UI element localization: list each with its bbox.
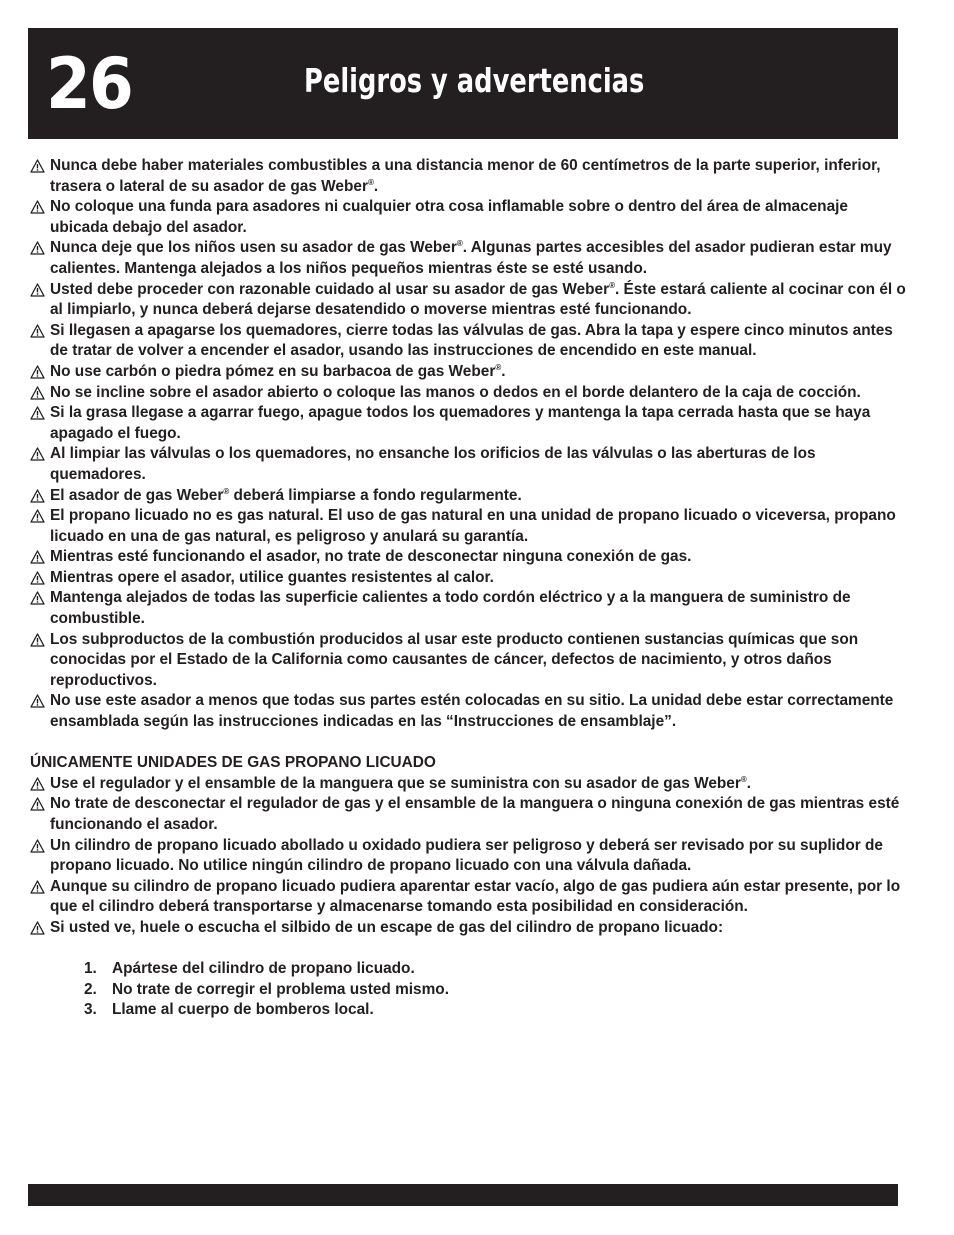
warning-triangle-icon: [30, 489, 45, 503]
warning-text: Los subproductos de la combustión producidos al usar este producto contienen sustancias químicas que son conocidas por el Estado de la California como causantes de cáncer, defectos de nacimiento, y otros daños reproductivos.: [50, 630, 859, 689]
step-number: 1.: [84, 960, 97, 978]
warning-text-continued: . Éste estará caliente al cocinar con él o al limpiarlo, y nunca deberá dejarse desatendido o moverse mientras esté funcionando.: [50, 280, 906, 319]
warning-triangle-icon: [30, 283, 45, 297]
step-text: Apártese del cilindro de propano licuado.: [112, 960, 415, 978]
registered-mark: ®: [223, 486, 230, 496]
warning-text-continued: deberá limpiarse a fondo regularmente.: [229, 486, 522, 504]
warning-item: [30, 774, 910, 795]
warning-item: [30, 794, 910, 835]
warning-item: [30, 444, 910, 485]
warning-triangle-icon: [30, 797, 45, 811]
warning-text: Nunca deje que los niños usen su asador de gas Weber: [50, 239, 457, 257]
registered-mark: ®: [609, 280, 615, 290]
warning-text: No use carbón o piedra pómez en su barbacoa de gas Weber: [50, 362, 496, 380]
warning-triangle-icon: [30, 591, 45, 605]
page-header: [28, 28, 898, 139]
warning-text: Al limpiar las válvulas o los quemadores, no ensanche los orificios de las válvulas o las aberturas de los quemadores.: [50, 445, 816, 483]
general-warnings-list: [30, 156, 910, 733]
warning-item: [30, 197, 910, 238]
warning-item: [30, 877, 910, 918]
lp-warnings-list: [30, 774, 910, 939]
warning-text: No coloque una funda para asadores ni cualquier otra cosa inflamable sobre o dentro del área de almacenaje ubicada debajo del asador.: [50, 198, 848, 236]
warning-triangle-icon: [30, 365, 45, 379]
warning-triangle-icon: [30, 633, 45, 647]
step-item: [30, 1000, 910, 1021]
warning-text: El asador de gas Weber: [50, 486, 224, 504]
warning-triangle-icon: [30, 200, 45, 214]
warning-triangle-icon: [30, 571, 45, 585]
footer-bar: [28, 1184, 898, 1206]
gas-leak-steps: [30, 959, 910, 1021]
warning-text: Usted debe proceder con razonable cuidado al usar su asador de gas Weber: [50, 280, 610, 298]
warning-item: [30, 691, 910, 732]
step-number: 2.: [84, 980, 97, 998]
warning-item: [30, 156, 910, 197]
warning-triangle-icon: [30, 921, 45, 935]
warning-text: Un cilindro de propano licuado abollado u oxidado pudiera ser peligroso y deberá ser revisado por su suplidor de propano licuado. No utilice ningún cilindro de propano licuado con una válvula dañada.: [50, 836, 883, 875]
warning-item: [30, 588, 910, 629]
warning-text-continued: .: [746, 774, 752, 792]
warning-triangle-icon: [30, 406, 45, 420]
warning-item: [30, 280, 910, 321]
warning-triangle-icon: [30, 159, 45, 173]
warning-triangle-icon: [30, 324, 45, 338]
warning-text: No use este asador a menos que todas sus partes estén colocadas en su sitio. La unidad debe estar correctamente ensamblada según las instrucciones indicadas en las “Instrucciones de ensamblaje”.: [50, 692, 894, 731]
warning-item: [30, 918, 910, 939]
warning-text: Mantenga alejados de todas las superficie calientes a todo cordón eléctrico y a la manguera de suministro de combustible.: [50, 589, 851, 628]
warning-item: [30, 568, 910, 589]
warning-triangle-icon: [30, 241, 45, 255]
warning-item: [30, 383, 910, 404]
step-item: [30, 980, 910, 1001]
warning-item: [30, 321, 910, 362]
warning-item: [30, 630, 910, 692]
step-item: [30, 959, 910, 980]
warning-text: El propano licuado no es gas natural. El uso de gas natural en una unidad de propano licuado o viceversa, propano licuado en una de gas natural, es peligroso y anulará su garantía.: [50, 507, 896, 545]
page-title: Peligros y advertencias: [304, 61, 645, 100]
warning-triangle-icon: [30, 839, 45, 853]
warning-text-continued: . Algunas partes accesibles del asador pudieran estar muy calientes. Mantenga alejados a los niños pequeños mientras éste se esté usando.: [50, 239, 892, 277]
warning-triangle-icon: [30, 447, 45, 461]
warning-triangle-icon: [30, 777, 45, 791]
warning-item: [30, 403, 910, 444]
warning-triangle-icon: [30, 386, 45, 400]
step-number: 3.: [84, 1001, 97, 1019]
step-text: No trate de corregir el problema usted mismo.: [112, 980, 449, 998]
registered-mark: ®: [456, 239, 463, 249]
warning-text: Si llegasen a apagarse los quemadores, cierre todas las válvulas de gas. Abra la tapa y espere cinco minutos antes de tratar de volver a encender el asador, usando las instrucciones de encendido en este manual.: [50, 321, 893, 360]
warning-text-continued: .: [373, 177, 379, 195]
warning-triangle-icon: [30, 509, 45, 523]
warnings-content: [30, 156, 910, 1021]
page-number: 26: [46, 43, 132, 125]
warning-text: Use el regulador y el ensamble de la manguera que se suministra con su asador de gas Weber: [50, 774, 741, 792]
warning-item: [30, 506, 910, 547]
warning-text: No se incline sobre el asador abierto o coloque las manos o dedos en el borde delantero de la caja de cocción.: [50, 383, 861, 401]
warning-triangle-icon: [30, 880, 45, 894]
warning-text: Mientras opere el asador, utilice guantes resistentes al calor.: [50, 568, 494, 586]
warning-text: Nunca debe haber materiales combustibles a una distancia menor de 60 centímetros de la parte superior, inferior, trasera o lateral de su asador de gas Weber: [50, 157, 881, 195]
warning-triangle-icon: [30, 694, 45, 708]
warning-text: Si usted ve, huele o escucha el silbido de un escape de gas del cilindro de propano licuado:: [50, 918, 724, 936]
warning-item: [30, 547, 910, 568]
warning-text: No trate de desconectar el regulador de gas y el ensamble de la manguera o ninguna conexión de gas mientras esté funcionando el asador.: [50, 795, 900, 833]
lp-section-heading: ÚNICAMENTE UNIDADES DE GAS PROPANO LICUADO: [30, 754, 436, 772]
warning-item: [30, 486, 910, 507]
warning-item: [30, 238, 910, 279]
registered-mark: ®: [367, 177, 374, 187]
registered-mark: ®: [740, 774, 747, 784]
warning-triangle-icon: [30, 550, 45, 564]
warning-text-continued: .: [501, 362, 506, 380]
registered-mark: ®: [495, 362, 502, 372]
warning-text: Aunque su cilindro de propano licuado pudiera aparentar estar vacío, algo de gas pudiera aún estar presente, por lo que el cilindro deberá transportarse y almacenarse tomando esta posibilidad en consideración.: [50, 877, 901, 916]
warning-item: [30, 836, 910, 877]
warning-text: Si la grasa llegase a agarrar fuego, apague todos los quemadores y mantenga la tapa cerrada hasta que se haya apagado el fuego.: [50, 404, 871, 442]
step-text: Llame al cuerpo de bomberos local.: [112, 1001, 374, 1019]
warning-text: Mientras esté funcionando el asador, no trate de desconectar ninguna conexión de gas.: [50, 548, 692, 566]
warning-item: [30, 362, 910, 383]
